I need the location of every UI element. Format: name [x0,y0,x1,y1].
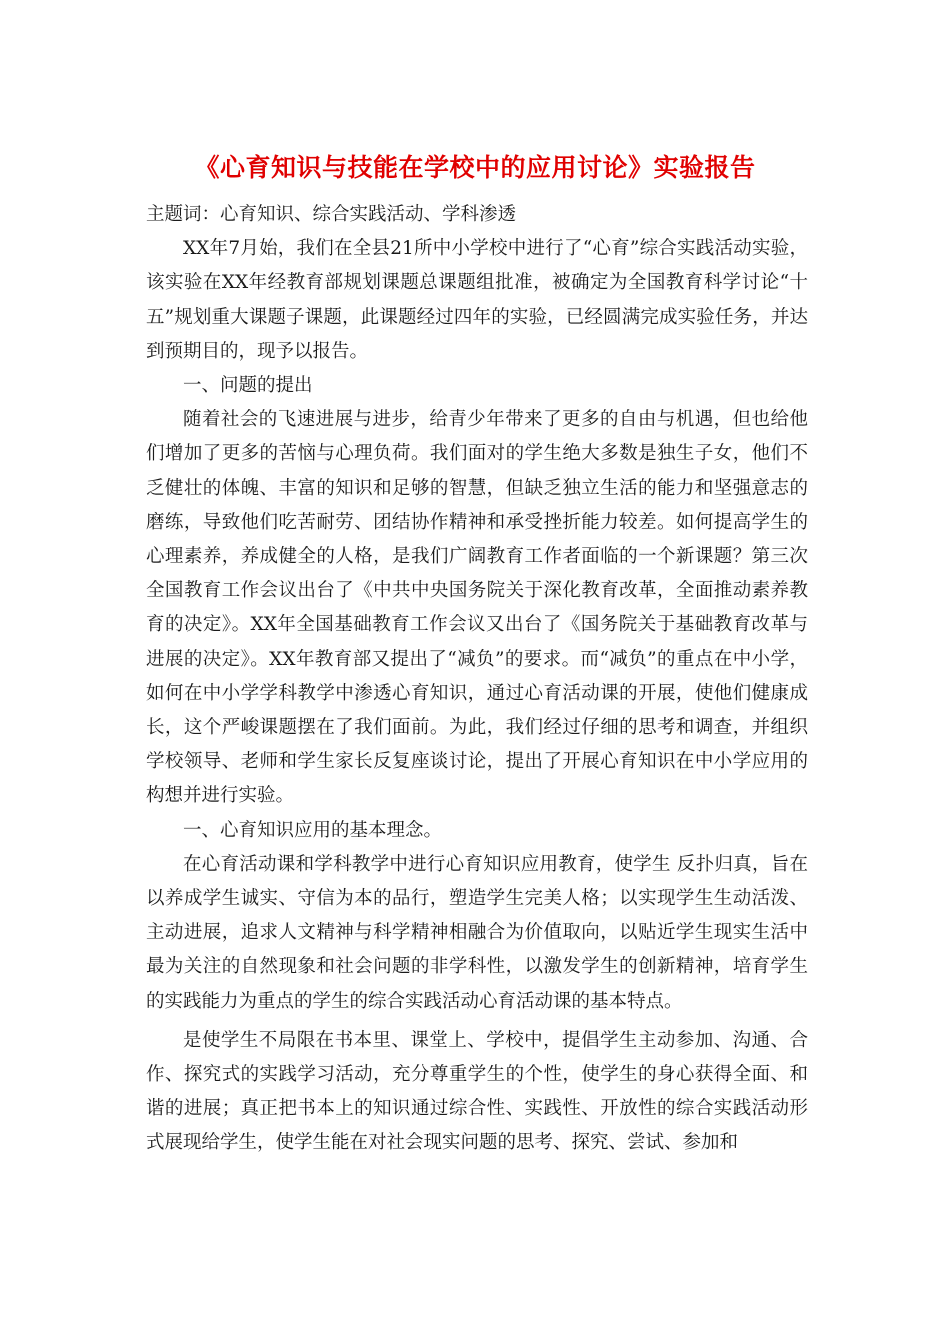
section-heading-concept: 一、心育知识应用的基本理念。 [183,819,443,841]
paragraph-problem: 随着社会的飞速进展与进步，给青少年带来了更多的自由与机遇，但也给他们增加了更多的苦恼与心理负荷。我们面对的学生绝大多数是独生子女，他们不乏健壮的体魄、丰富的知识和足够的智慧，但缺乏独立生活的能力和坚强意志的磨练，导致他们吃苦耐劳、团结协作精神和承受挫折能力较差。如何提高学生的心理素养，养成健全的人格，是我们广阔教育工作者面临的一个新课题？第三次全国教育工作会议出台了《中共中央国务院关于深化教育改革，全面推动素养教育的决定》。XX年全国基础教育工作会议又出台了《国务院关于基础教育改革与进展的决定》。XX年教育部又提出了“减负”的要求。而“减负”的重点在中小学，如何在中小学学科教学中渗透心育知识，通过心育活动课的开展，使他们健康成长，这个严峻课题摆在了我们面前。为此，我们经过仔细的思考和调查，并组织学校领导、老师和学生家长反复座谈讨论，提出了开展心育知识在中小学应用的构想并进行实验。 [146,409,808,807]
document-body [146,198,808,1161]
paragraph-concept: 在心育活动课和学科教学中进行心育知识应用教育，使学生 反扑归真，旨在以养成学生诚实、守信为本的品行，塑造学生完美人格；以实现学生生动活泼、主动进展，追求人文精神与科学精神相融合为价值取向，以贴近学生现实生活中最为关注的自然现象和社会问题的非学科性，以激发学生的创新精神，培育学生的实践能力为重点的学生的综合实践活动心育活动课的基本特点。 [146,853,808,1012]
document-title: 《心育知识与技能在学校中的应用讨论》实验报告 [194,153,756,182]
keywords-line: 主题词：心育知识、综合实践活动、学科渗透 [146,204,517,225]
paragraph-intro: XX年7月始，我们在全县21所中小学校中进行了“心育”综合实践活动实验，该实验在XX年经教育部规划课题总课题组批准，被确定为全国教育科学讨论“十五”规划重大课题子课题，此课题经过四年的实验，已经圆满完成实验任务，并达到预期目的，现予以报告。 [146,238,808,362]
section-heading-problem: 一、问题的提出 [183,375,313,397]
paragraph-practice: 是使学生不局限在书本里、课堂上、学校中，提倡学生主动参加、沟通、合作、探究式的实践学习活动，充分尊重学生的个性，使学生的身心获得全面、和谐的进展；真正把书本上的知识通过综合性、实践性、开放性的综合实践活动形式展现给学生，使学生能在对社会现实问题的思考、探究、尝试、参加和 [146,1029,808,1154]
